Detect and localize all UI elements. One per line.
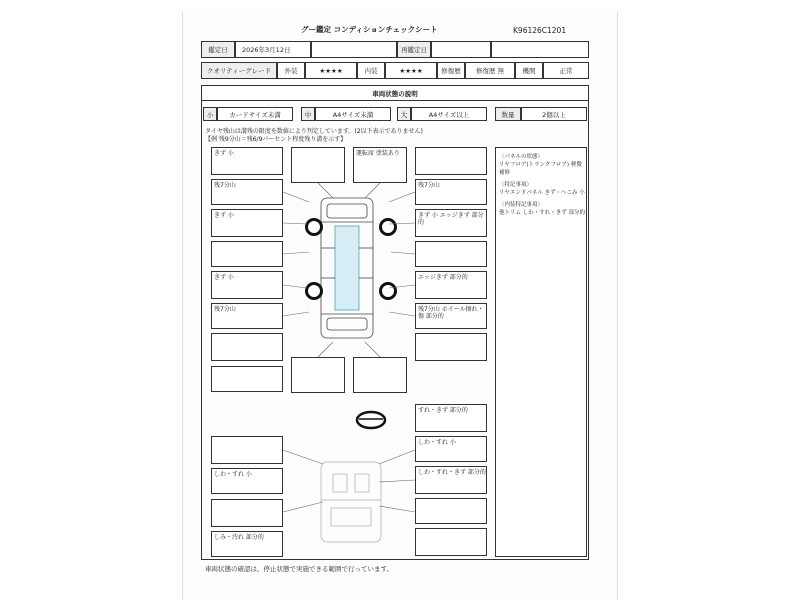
remarks-line-7: 他トリム しわ・すれ・きず 部分的	[499, 210, 585, 216]
appraisal-date-label: 鑑定日	[201, 41, 235, 58]
condition-check-sheet	[182, 12, 618, 600]
tire-example: 【例 残9分山＝残6/9パーセント程度残り溝を示す】	[205, 136, 347, 143]
size-desc-medium: A4サイズ未満	[315, 107, 391, 121]
left-box-5-label: きず 小	[214, 274, 234, 281]
middle-box-2-label: 運転席 塗装あり	[356, 150, 400, 157]
size-key-small: 小	[203, 107, 217, 121]
tire-note: タイヤ残山は溝残の限度を数値により判定しています。(2以下表示でありません)	[205, 128, 423, 135]
interior-label: 内装	[357, 62, 385, 79]
repair-history-value: 修復歴 無	[465, 62, 515, 79]
right-box-8-label: すれ・きず 部分的	[418, 407, 468, 414]
appraisal-date-value: 2026年3月12日	[235, 41, 311, 58]
left-box-3-label: きず 小	[214, 212, 234, 219]
reappraisal-date-label: 再鑑定日	[397, 41, 431, 58]
section-title: 車両状態の説明	[201, 85, 589, 101]
right-box-5-label: エッジきず 部分的	[418, 274, 468, 281]
remarks-line-4: 〈特記事項〉	[499, 182, 533, 188]
size-desc-large: A4サイズ以上	[411, 107, 487, 121]
right-box-3-label: きず 小 エッジきず 部分的	[418, 212, 484, 226]
leader-lines	[183, 12, 617, 600]
left-box-6-label: 残7分山	[214, 306, 236, 313]
left-box-12-label: しみ・汚れ 部分的	[214, 534, 264, 541]
right-box-6-label: 残7分山 ホイール擦れ・傷 部分的	[418, 306, 484, 320]
interior-stars: ★★★★	[385, 62, 437, 79]
footer-note: 車両状態の確認は、停止状態で実施できる範囲で行っています。	[205, 565, 393, 573]
remarks-line-2: リヤフロア(トランクフロア) 軽微	[499, 162, 582, 168]
sheet-title: グー鑑定 コンディションチェックシート	[301, 25, 438, 34]
exterior-stars: ★★★★	[305, 62, 357, 79]
left-box-2-label: 残7分山	[214, 182, 236, 189]
remarks-line-1: 〈パネルの状態〉	[499, 154, 544, 160]
engine-value: 正常	[543, 62, 589, 79]
size-key-medium: 中	[301, 107, 315, 121]
remarks-line-3: 補修	[499, 170, 511, 176]
right-box-2-label: 残7分山	[418, 182, 440, 189]
remarks-line-6: 〈内装特記事項〉	[499, 202, 544, 208]
quantity-desc: 2個以上	[521, 107, 587, 121]
size-key-large: 大	[397, 107, 411, 121]
quantity-key: 数量	[495, 107, 521, 121]
document-number: K96126C1201	[513, 26, 567, 35]
quality-grade-label: クオリティーグレード	[201, 62, 277, 79]
left-box-10-label: しわ・すれ 小	[214, 471, 252, 478]
remarks-line-5: リヤエンドパネル きず・へこみ 小	[499, 190, 585, 196]
exterior-label: 外装	[277, 62, 305, 79]
repair-history-label: 修復歴	[437, 62, 465, 79]
engine-label: 機関	[515, 62, 543, 79]
right-box-9-label: しわ・すれ 小	[418, 439, 456, 446]
right-box-10-label: しわ・すれ・きず 部分的	[418, 469, 486, 476]
size-desc-small: カードサイズ未満	[217, 107, 293, 121]
left-box-1-label: きず 小	[214, 150, 234, 157]
